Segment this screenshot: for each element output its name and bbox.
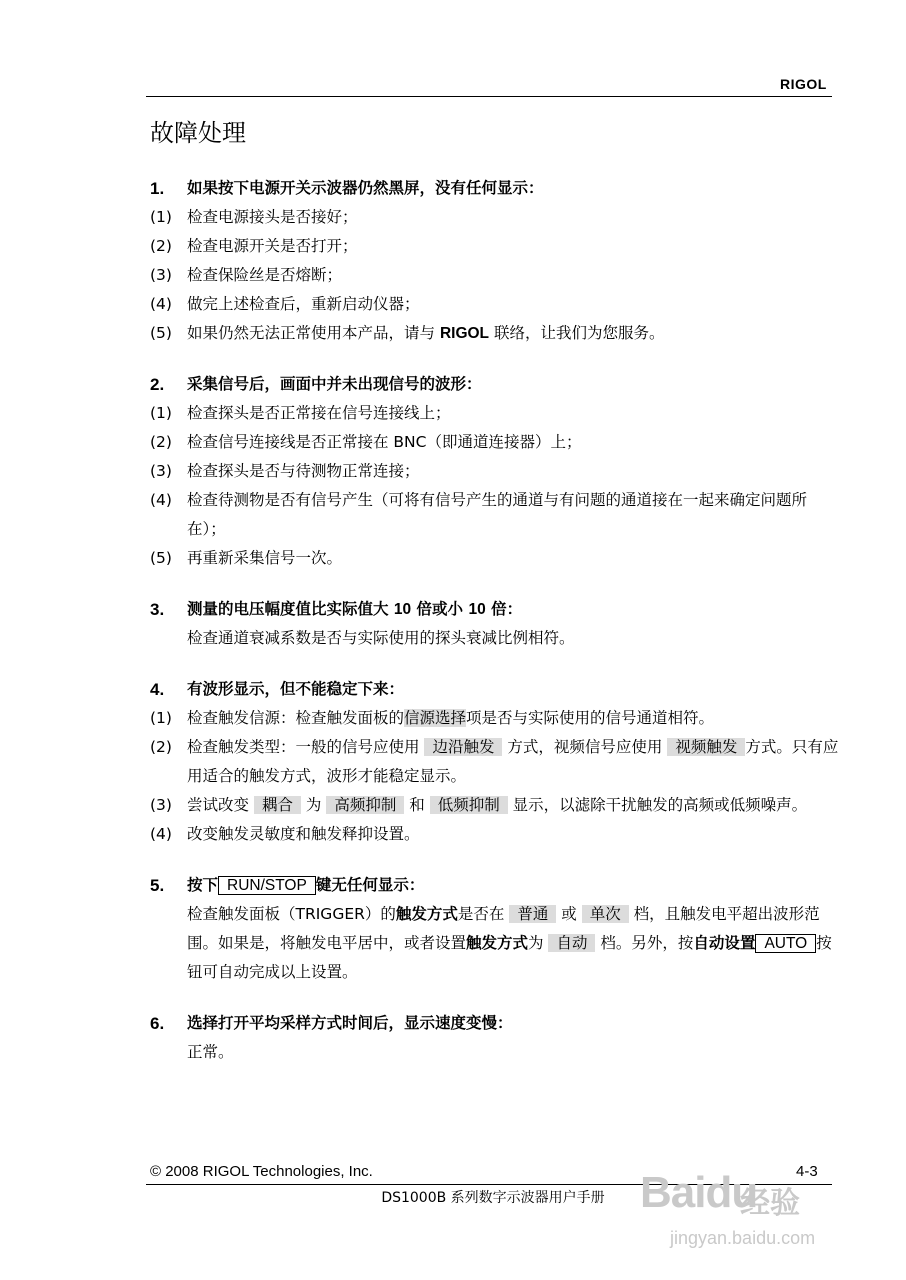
item-text: 做完上述检查后，重新启动仪器； — [187, 295, 420, 313]
header-brand: RIGOL — [780, 76, 827, 92]
section-title: 如果按下电源开关示波器仍然黑屏，没有任何显示： — [187, 179, 544, 197]
item-text: 尝试改变 — [187, 796, 254, 814]
item-number: (2) — [150, 433, 172, 451]
section-5 — [150, 871, 840, 987]
item-text: 检查探头是否与待测物正常连接； — [187, 462, 420, 480]
item-text: 方式。只有应用适合的触发方式，波形才能稳定显示。 — [187, 738, 839, 785]
section-6 — [150, 1009, 840, 1067]
item-text: 和 — [404, 796, 430, 814]
watermark-logo: Baidu — [640, 1168, 758, 1217]
auto-setup-term: 自动设置 — [693, 934, 756, 952]
item-text: 检查触发信源：检查触发面板的 — [187, 709, 405, 727]
item-text: 检查电源开关是否打开； — [187, 237, 358, 255]
section-3 — [150, 595, 840, 653]
section-number: 3. — [150, 600, 165, 619]
body-text: 档，且触发电平超出波形范围。如果是，将触发电平居中，或者设置 — [187, 905, 820, 952]
section-4 — [150, 675, 840, 849]
section-title: 倍： — [485, 600, 523, 618]
item-number: (3) — [150, 462, 172, 480]
item-number: (1) — [150, 404, 172, 422]
item-text: 检查探头是否正常接在信号连接线上； — [187, 404, 451, 422]
body-text: 为 — [528, 934, 549, 952]
section-number: 6. — [150, 1014, 165, 1033]
brand-name: RIGOL — [439, 325, 490, 342]
softkey-hf-reject: 高频抑制 — [326, 796, 404, 814]
softkey-single: 单次 — [582, 905, 629, 923]
section-number: 4. — [150, 680, 165, 699]
section-title: 倍或小 — [411, 600, 469, 618]
section-number: 1. — [150, 179, 165, 198]
item-number: (1) — [150, 208, 172, 226]
section-title: 按下 — [187, 876, 219, 894]
section-body: 检查通道衰减系数是否与实际使用的探头衰减比例相符。 — [187, 629, 575, 647]
item-text: 显示，以滤除干扰触发的高频或低频噪声。 — [507, 796, 808, 814]
item-text: 再重新采集信号一次。 — [187, 549, 343, 567]
section-number: 2. — [150, 375, 165, 394]
section-body: 正常。 — [187, 1043, 234, 1061]
item-number: (4) — [150, 295, 172, 313]
body-text: 是否在 — [457, 905, 510, 923]
item-text: 检查待测物是否有信号产生（可将有信号产生的通道与有问题的通道接在一起来确定问题所在）； — [187, 491, 808, 538]
footer-page-number: 4-3 — [796, 1163, 818, 1180]
section-body — [150, 900, 840, 987]
item-number: (2) — [150, 237, 172, 255]
softkey-auto: 自动 — [548, 934, 595, 952]
item-text: 检查保险丝是否熔断； — [187, 266, 343, 284]
item-text: 联络，让我们为您服务。 — [489, 324, 665, 342]
section-title: 采集信号后，画面中并未出现信号的波形： — [187, 375, 482, 393]
section-title: 有波形显示，但不能稳定下来： — [187, 680, 405, 698]
page-title: 故障处理 — [150, 119, 246, 147]
run-stop-key: RUN/STOP — [218, 876, 316, 895]
content — [150, 174, 840, 1067]
item-number: (3) — [150, 796, 172, 814]
section-title: 测量的电压幅度值比实际值大 — [187, 600, 394, 618]
item-text: 检查信号连接线是否正常接在 BNC（即通道连接器）上； — [187, 433, 582, 451]
item-text: 改变触发灵敏度和触发释抑设置。 — [187, 825, 420, 843]
section-2 — [150, 370, 840, 573]
body-text: 档。另外，按 — [595, 934, 694, 952]
item-text: 项是否与实际使用的信号通道相符。 — [466, 709, 715, 727]
item-text: 方式，视频信号应使用 — [502, 738, 668, 756]
item-number: (3) — [150, 266, 172, 284]
trigger-mode-term: 触发方式 — [466, 934, 529, 952]
item-number: (5) — [150, 549, 172, 567]
watermark-url: jingyan.baidu.com — [670, 1228, 816, 1248]
softkey-coupling: 耦合 — [254, 796, 301, 814]
section-title-number: 10 — [393, 601, 412, 618]
item-text: 如果仍然无法正常使用本产品，请与 — [187, 324, 440, 342]
footer-manual-title: DS1000B 系列数字示波器用户手册 — [381, 1190, 605, 1206]
trigger-mode-term: 触发方式 — [395, 905, 458, 923]
item-number: (1) — [150, 709, 172, 727]
header-rule — [146, 96, 832, 97]
body-text: 检查触发面板（TRIGGER）的 — [187, 905, 396, 923]
auto-key: AUTO — [755, 934, 816, 953]
softkey-source-select: 信源选择 — [404, 709, 467, 727]
section-title: 键无任何显示： — [315, 876, 425, 894]
item-text: 检查触发类型：一般的信号应使用 — [187, 738, 425, 756]
item-number: (5) — [150, 324, 172, 342]
watermark-sub: 经验 — [740, 1186, 800, 1221]
item-text: 为 — [300, 796, 327, 814]
item-number: (4) — [150, 491, 172, 509]
softkey-normal: 普通 — [509, 905, 556, 923]
softkey-video-trigger: 视频触发 — [667, 738, 745, 756]
softkey-lf-reject: 低频抑制 — [430, 796, 508, 814]
item-number: (4) — [150, 825, 172, 843]
section-title-number: 10 — [468, 601, 486, 618]
baidu-watermark — [640, 1150, 880, 1260]
section-title: 选择打开平均采样方式时间后，显示速度变慢： — [187, 1014, 513, 1032]
footer-copyright: © 2008 RIGOL Technologies, Inc. — [150, 1163, 373, 1180]
softkey-edge-trigger: 边沿触发 — [424, 738, 502, 756]
item-text: 检查电源接头是否接好； — [187, 208, 358, 226]
item-number: (2) — [150, 738, 172, 756]
body-text: 按钮可自动完成以上设置。 — [187, 934, 832, 981]
body-text: 或 — [556, 905, 582, 923]
section-1 — [150, 174, 840, 348]
section-number: 5. — [150, 876, 165, 895]
